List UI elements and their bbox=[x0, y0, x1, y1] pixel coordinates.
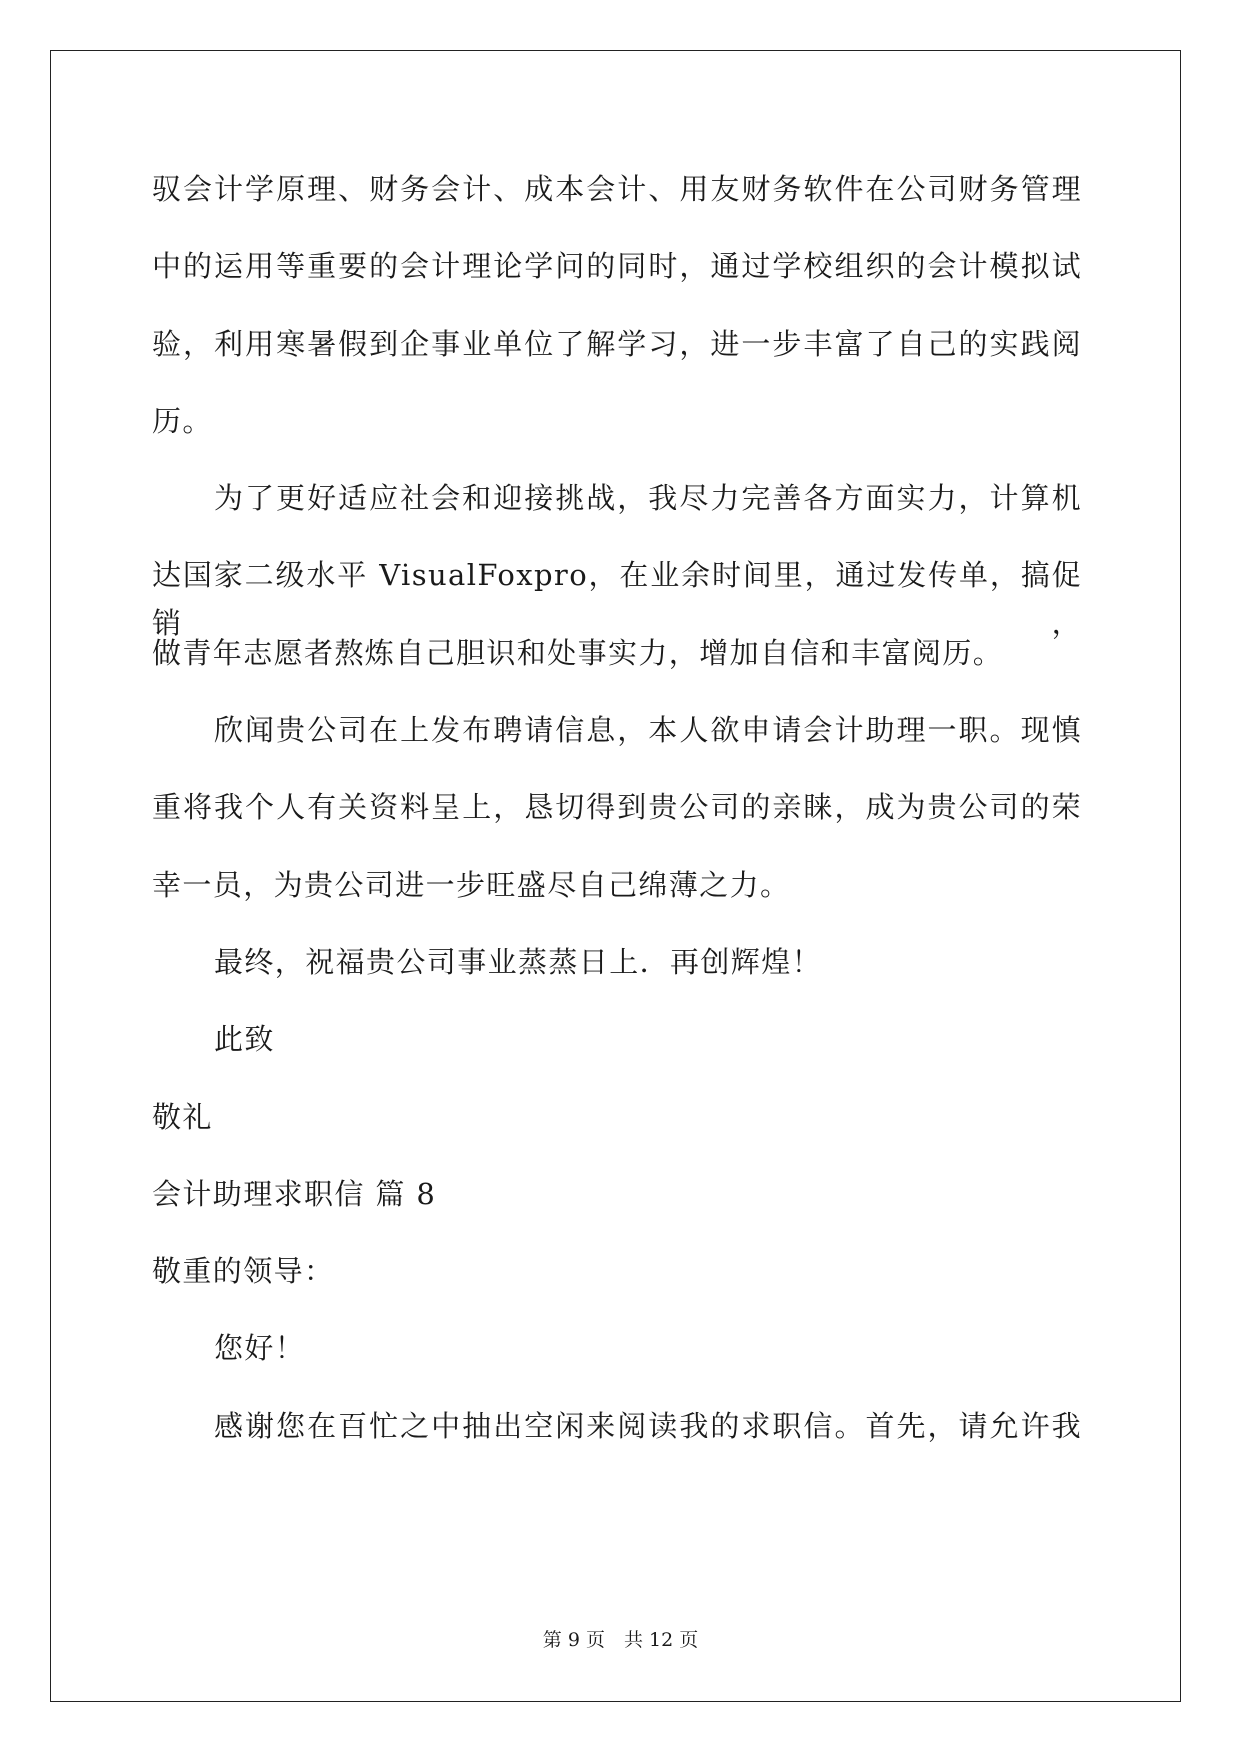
paragraph-line: 驭会计学原理、财务会计、成本会计、用友财务软件在公司财务管理 bbox=[152, 172, 1082, 206]
document-body bbox=[152, 165, 1082, 1479]
paragraph-line: 为了更好适应社会和迎接挑战，我尽力完善各方面实力，计算机 bbox=[214, 481, 1082, 516]
paragraph-line: 达国家二级水平 VisualFoxpro，在业余时间里，通过发传单，搞促销， bbox=[152, 558, 1082, 641]
salutation-line: 敬礼 bbox=[152, 1099, 213, 1134]
paragraph-line: 最终，祝福贵公司事业蒸蒸日上．再创辉煌！ bbox=[214, 944, 823, 979]
section-heading: 会计助理求职信 篇 8 bbox=[152, 1176, 437, 1211]
paragraph-line: 幸一员，为贵公司进一步旺盛尽自己绵薄之力。 bbox=[152, 867, 791, 902]
greeting-line: 您好！ bbox=[214, 1331, 306, 1366]
paragraph-line: 重将我个人有关资料呈上，恳切得到贵公司的亲睐，成为贵公司的荣 bbox=[152, 790, 1082, 825]
closing-line: 此致 bbox=[214, 1022, 275, 1057]
greeting-line: 敬重的领导： bbox=[152, 1254, 335, 1289]
paragraph-line: 欣闻贵公司在上发布聘请信息，本人欲申请会计助理一职。现慎 bbox=[214, 713, 1082, 748]
paragraph-line: 中的运用等重要的会计理论学问的同时，通过学校组织的会计模拟试 bbox=[152, 249, 1082, 284]
paragraph-line: 感谢您在百忙之中抽出空闲来阅读我的求职信。首先，请允许我 bbox=[214, 1408, 1082, 1443]
page-number: 第 9 页 共 12 页 bbox=[542, 1629, 699, 1651]
paragraph-line: 做青年志愿者熬炼自己胆识和处事实力，增加自信和丰富阅历。 bbox=[152, 635, 1004, 670]
paragraph-line: 历。 bbox=[152, 403, 213, 438]
paragraph-line: 验，利用寒暑假到企事业单位了解学习，进一步丰富了自己的实践阅 bbox=[152, 326, 1082, 361]
